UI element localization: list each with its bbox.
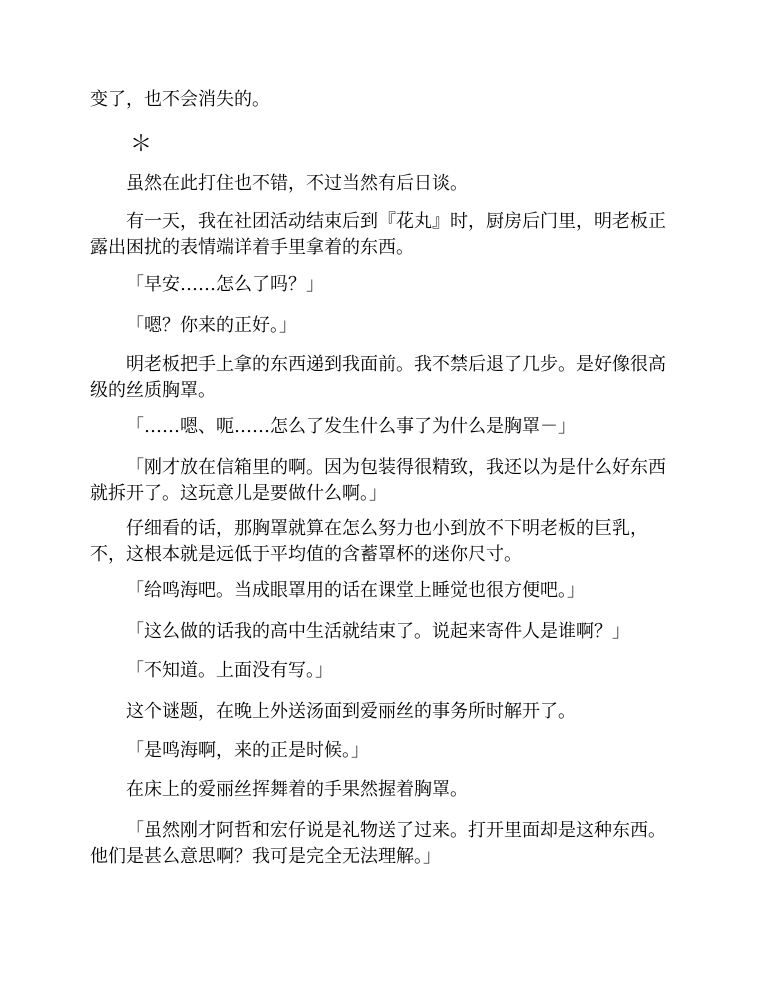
- paragraph: 「不知道。上面没有写。」: [126, 660, 333, 681]
- paragraph: 「早安……怎么了吗？」: [126, 274, 324, 295]
- paragraph: 「是鸣海啊，来的正是时候。」: [126, 740, 369, 761]
- paragraph: 「虽然刚才阿哲和宏仔说是礼物送了过来。打开里面却是这种东西。他们是甚么意思啊？我可是完全无法理解。」: [90, 820, 666, 867]
- continued-line: 变了，也不会消失的。: [90, 89, 270, 110]
- paragraph: 有一天，我在社团活动结束后到『花丸』时，厨房后门里，明老板正露出困扰的表情端详着手里拿着的东西。: [90, 211, 666, 258]
- paragraph: 「……嗯、呃……怎么了发生什么事了为什么是胸罩－」: [126, 416, 576, 437]
- section-separator: ＊: [130, 132, 153, 157]
- paragraph: 仔细看的话，那胸罩就算在怎么努力也小到放不下明老板的巨乳，不，这根本就是远低于平均值的含蓄罩杯的迷你尺寸。: [90, 518, 648, 565]
- paragraph: 「这么做的话我的高中生活就结束了。说起来寄件人是谁啊？」: [126, 621, 630, 642]
- paragraph: 「给鸣海吧。当成眼罩用的话在课堂上睡觉也很方便吧。」: [126, 580, 585, 601]
- paragraph: 「刚才放在信箱里的啊。因为包装得很精致，我还以为是什么好东西就拆开了。这玩意儿是要做什么啊。」: [90, 457, 666, 504]
- paragraph: 这个谜题，在晚上外送汤面到爱丽丝的事务所时解开了。: [126, 701, 576, 722]
- paragraph: 「嗯？你来的正好。」: [126, 315, 297, 336]
- paragraph: 在床上的爱丽丝挥舞着的手果然握着胸罩。: [126, 779, 468, 800]
- paragraph: 明老板把手上拿的东西递到我面前。我不禁后退了几步。是好像很高级的丝质胸罩。: [90, 354, 666, 401]
- paragraph: 虽然在此打住也不错，不过当然有后日谈。: [126, 173, 468, 194]
